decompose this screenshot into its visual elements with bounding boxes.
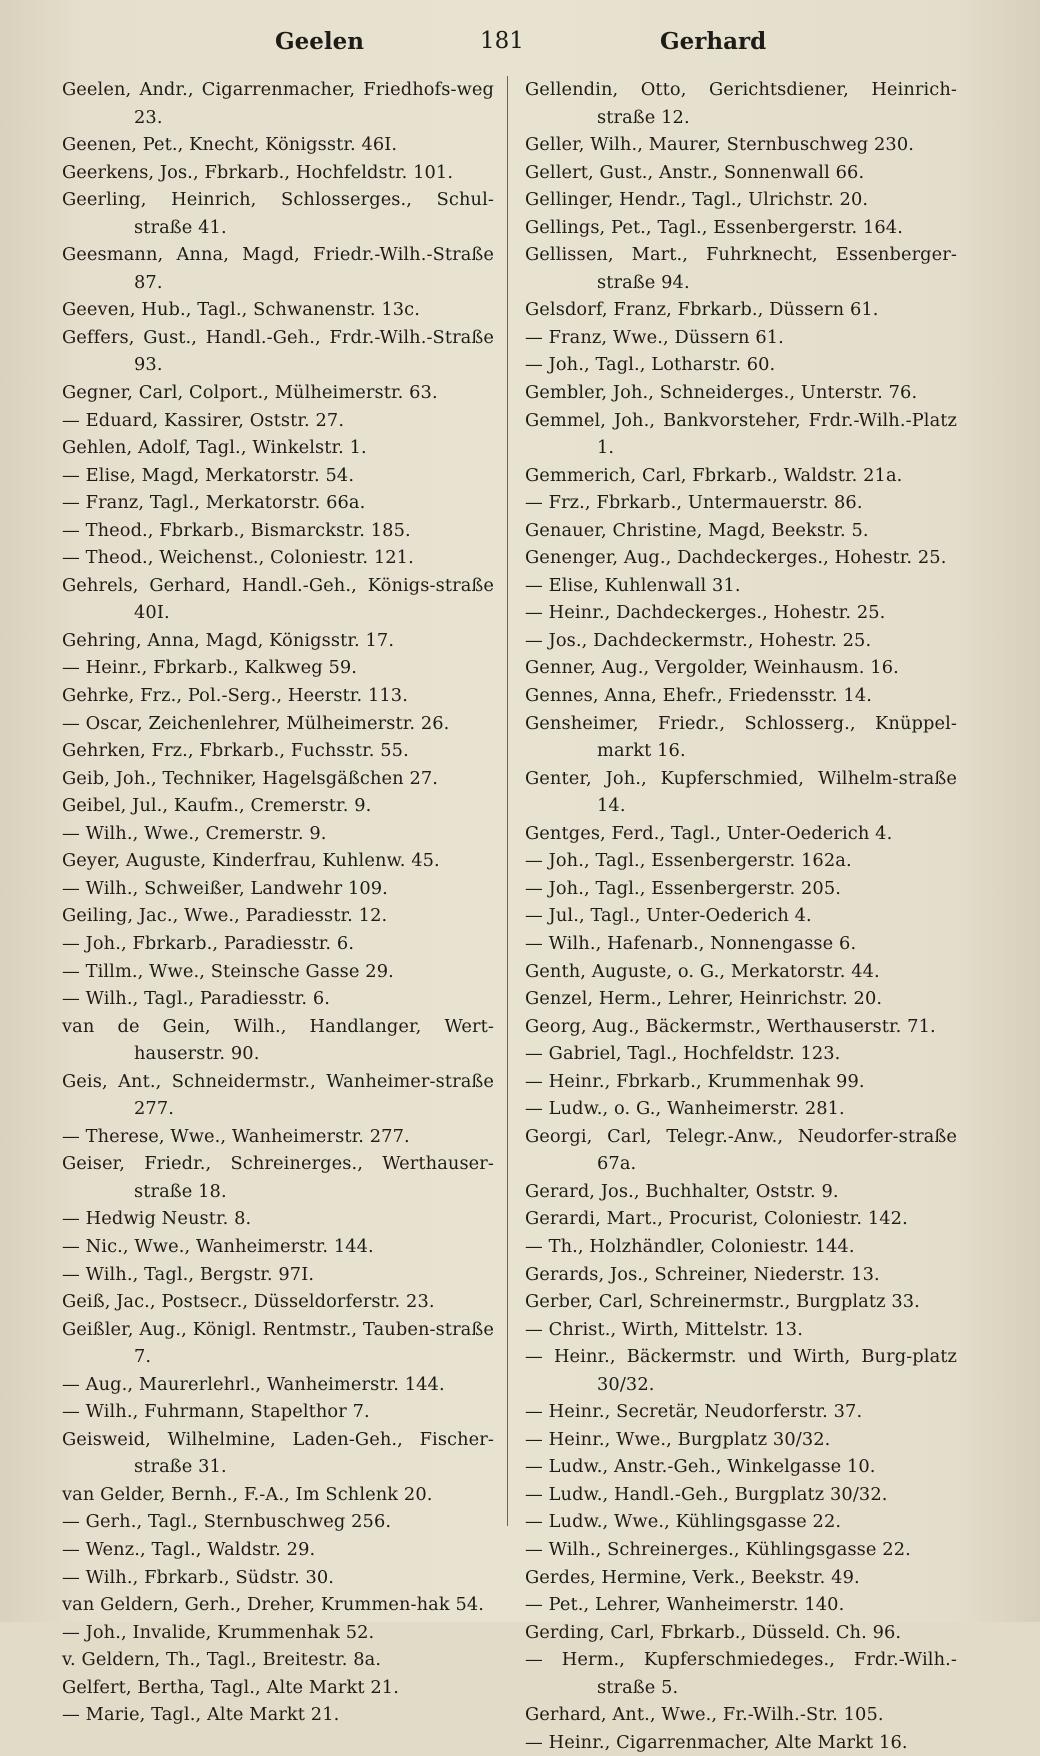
- directory-entry: — Hedwig Neustr. 8.: [62, 1208, 252, 1230]
- directory-entry: van Gelder, Bernh., F.-A., Im Schlenk 20.: [62, 1483, 433, 1505]
- directory-entry: Gerard, Jos., Buchhalter, Oststr. 9.: [525, 1180, 839, 1202]
- directory-entry: v. Geldern, Th., Tagl., Breitestr. 8a.: [62, 1649, 382, 1671]
- directory-entry: Geiser, Friedr., Schreinerges., Werthauser-straße 18.: [62, 1153, 494, 1202]
- directory-entry: — Heinr., Wwe., Burgplatz 30/32.: [525, 1428, 831, 1450]
- directory-entry: Gegner, Carl, Colport., Mülheimerstr. 63.: [62, 382, 438, 404]
- header-right-word: Gerhard: [660, 28, 767, 55]
- directory-entry: Gembler, Joh., Schneiderges., Unterstr. 76.: [525, 382, 918, 404]
- directory-entry: Geißler, Aug., Königl. Rentmstr., Tauben-straße 7.: [62, 1318, 494, 1368]
- directory-entry: Gehlen, Adolf, Tagl., Winkelstr. 1.: [62, 437, 367, 459]
- directory-entry: Genter, Joh., Kupferschmied, Wilhelm-straße 14.: [525, 767, 957, 817]
- directory-entry: Georgi, Carl, Telegr.-Anw., Neudorfer-straße 67a.: [525, 1125, 957, 1175]
- directory-entry: — Franz, Wwe., Düssern 61.: [525, 326, 784, 348]
- directory-entry: — Wilh., Tagl., Paradiesstr. 6.: [62, 988, 331, 1010]
- directory-entry: — Joh., Tagl., Essenbergerstr. 162a.: [525, 850, 852, 872]
- directory-entry: van de Gein, Wilh., Handlanger, Wert-hauserstr. 90.: [62, 1015, 494, 1065]
- directory-entry: — Th., Holzhändler, Coloniestr. 144.: [525, 1235, 855, 1257]
- directory-entry: — Nic., Wwe., Wanheimerstr. 144.: [62, 1235, 374, 1257]
- directory-entry: Gehrels, Gerhard, Handl.-Geh., Königs-straße 40I.: [62, 574, 494, 624]
- directory-entry: Geibel, Jul., Kaufm., Cremerstr. 9.: [62, 795, 372, 817]
- directory-entry: — Gabriel, Tagl., Hochfeldstr. 123.: [525, 1043, 841, 1065]
- directory-entry: Geib, Joh., Techniker, Hagelsgäßchen 27.: [62, 767, 439, 789]
- directory-entry: — Gerh., Tagl., Sternbuschweg 256.: [62, 1511, 392, 1533]
- directory-entry: — Wilh., Fbrkarb., Südstr. 30.: [62, 1566, 335, 1588]
- directory-entry: — Wenz., Tagl., Waldstr. 29.: [62, 1538, 316, 1560]
- directory-entry: — Joh., Tagl., Lotharstr. 60.: [525, 354, 776, 376]
- directory-entry: — Wilh., Schweißer, Landwehr 109.: [62, 877, 388, 899]
- directory-entry: Geelen, Andr., Cigarrenmacher, Friedhofs-weg 23.: [62, 79, 494, 128]
- directory-entry: Gemmerich, Carl, Fbrkarb., Waldstr. 21a.: [525, 464, 903, 486]
- directory-entry: Genth, Auguste, o. G., Merkatorstr. 44.: [525, 960, 880, 982]
- directory-entry: — Jos., Dachdeckermstr., Hohestr. 25.: [525, 629, 872, 651]
- directory-entry: — Ludw., Wwe., Kühlingsgasse 22.: [525, 1511, 842, 1533]
- directory-entry: Gentges, Ferd., Tagl., Unter-Oederich 4.: [525, 822, 893, 844]
- directory-entry: Georg, Aug., Bäckermstr., Werthauserstr. 71.: [525, 1015, 936, 1037]
- directory-entry: Gemmel, Joh., Bankvorsteher, Frdr.-Wilh.-Platz 1.: [525, 409, 957, 459]
- directory-entry: — Christ., Wirth, Mittelstr. 13.: [525, 1318, 803, 1340]
- directory-entry: — Frz., Fbrkarb., Untermauerstr. 86.: [525, 492, 863, 514]
- directory-entry: — Aug., Maurerlehrl., Wanheimerstr. 144.: [62, 1373, 445, 1395]
- directory-entry: Genner, Aug., Vergolder, Weinhausm. 16.: [525, 657, 899, 679]
- directory-entry: Genauer, Christine, Magd, Beekstr. 5.: [525, 519, 869, 541]
- directory-entry: Gelfert, Bertha, Tagl., Alte Markt 21.: [62, 1676, 399, 1698]
- directory-entry: Geerkens, Jos., Fbrkarb., Hochfeldstr. 101.: [62, 161, 454, 183]
- directory-entry: — Heinr., Secretär, Neudorferstr. 37.: [525, 1401, 863, 1423]
- directory-entry: — Tillm., Wwe., Steinsche Gasse 29.: [62, 960, 394, 982]
- directory-entry: — Heinr., Dachdeckerges., Hohestr. 25.: [525, 602, 886, 624]
- directory-entry: — Ludw., Anstr.-Geh., Winkelgasse 10.: [525, 1456, 876, 1478]
- directory-entry: — Marie, Tagl., Alte Markt 21.: [62, 1704, 340, 1726]
- directory-entry: — Herm., Kupferschmiedeges., Frdr.-Wilh.-straße 5.: [525, 1649, 957, 1698]
- right-column: [525, 76, 957, 1756]
- directory-entry: Geeven, Hub., Tagl., Schwanenstr. 13c.: [62, 299, 420, 321]
- directory-entry: Gerdes, Hermine, Verk., Beekstr. 49.: [525, 1566, 860, 1588]
- directory-entry: Gensheimer, Friedr., Schlosserg., Knüppel-markt 16.: [525, 712, 957, 762]
- directory-entry: Gellissen, Mart., Fuhrknecht, Essenberger-straße 94.: [525, 244, 957, 293]
- header-left-word: Geelen: [275, 28, 365, 55]
- directory-entry: Geffers, Gust., Handl.-Geh., Frdr.-Wilh.-Straße 93.: [62, 326, 494, 376]
- directory-entry: — Heinr., Fbrkarb., Kalkweg 59.: [62, 657, 358, 679]
- directory-entry: Gehrken, Frz., Fbrkarb., Fuchsstr. 55.: [62, 740, 409, 762]
- directory-entry: — Theod., Weichenst., Coloniestr. 121.: [62, 547, 414, 569]
- directory-entry: — Elise, Kuhlenwall 31.: [525, 574, 741, 596]
- directory-entry: Gehring, Anna, Magd, Königsstr. 17.: [62, 629, 395, 651]
- directory-entry: Geiling, Jac., Wwe., Paradiesstr. 12.: [62, 905, 388, 927]
- directory-entry: Geesmann, Anna, Magd, Friedr.-Wilh.-Straße 87.: [62, 244, 494, 293]
- directory-entry: — Wilh., Hafenarb., Nonnengasse 6.: [525, 932, 857, 954]
- directory-entry: Gehrke, Frz., Pol.-Serg., Heerstr. 113.: [62, 685, 408, 707]
- page-header: [60, 28, 960, 62]
- directory-entry: Gellinger, Hendr., Tagl., Ulrichstr. 20.: [525, 189, 869, 211]
- directory-entry: Geisweid, Wilhelmine, Laden-Geh., Fischer-straße 31.: [62, 1428, 494, 1478]
- directory-entry: Gellert, Gust., Anstr., Sonnenwall 66.: [525, 161, 865, 183]
- directory-entry: Geerling, Heinrich, Schlosserges., Schul-straße 41.: [62, 189, 494, 238]
- column-divider: [507, 76, 508, 1526]
- directory-entry: — Franz, Tagl., Merkatorstr. 66a.: [62, 492, 366, 514]
- directory-entry: — Joh., Fbrkarb., Paradiesstr. 6.: [62, 932, 355, 954]
- directory-entry: Gellendin, Otto, Gerichtsdiener, Heinrich-straße 12.: [525, 79, 957, 128]
- directory-entry: Geenen, Pet., Knecht, Königsstr. 46I.: [62, 134, 398, 156]
- directory-entry: Genenger, Aug., Dachdeckerges., Hohestr. 25.: [525, 547, 947, 569]
- directory-entry: — Therese, Wwe., Wanheimerstr. 277.: [62, 1125, 410, 1147]
- directory-entry: Geis, Ant., Schneidermstr., Wanheimer-straße 277.: [62, 1070, 494, 1120]
- directory-entry: Gerardi, Mart., Procurist, Coloniestr. 142.: [525, 1208, 908, 1230]
- directory-entry: — Wilh., Fuhrmann, Stapelthor 7.: [62, 1401, 370, 1423]
- directory-entry: Geiß, Jac., Postsecr., Düsseldorferstr. 23.: [62, 1291, 435, 1313]
- directory-entry: — Pet., Lehrer, Wanheimerstr. 140.: [525, 1594, 845, 1616]
- left-column: [62, 76, 494, 1729]
- directory-entry: Gelsdorf, Franz, Fbrkarb., Düssern 61.: [525, 299, 879, 321]
- directory-entry: — Jul., Tagl., Unter-Oederich 4.: [525, 905, 812, 927]
- directory-entry: — Wilh., Wwe., Cremerstr. 9.: [62, 822, 327, 844]
- directory-entry: Geyer, Auguste, Kinderfrau, Kuhlenw. 45.: [62, 850, 440, 872]
- directory-entry: — Heinr., Cigarrenmacher, Alte Markt 16.: [525, 1731, 908, 1753]
- directory-entry: Genzel, Herm., Lehrer, Heinrichstr. 20.: [525, 988, 883, 1010]
- directory-entry: Gellings, Pet., Tagl., Essenbergerstr. 164.: [525, 216, 903, 238]
- directory-entry: — Joh., Invalide, Krummenhak 52.: [62, 1621, 375, 1643]
- directory-entry: Gerards, Jos., Schreiner, Niederstr. 13.: [525, 1263, 880, 1285]
- directory-entry: Geller, Wilh., Maurer, Sternbuschweg 230.: [525, 134, 914, 156]
- directory-entry: — Heinr., Fbrkarb., Krummenhak 99.: [525, 1070, 865, 1092]
- directory-entry: — Elise, Magd, Merkatorstr. 54.: [62, 464, 355, 486]
- directory-entry: Gerber, Carl, Schreinermstr., Burgplatz 33.: [525, 1291, 920, 1313]
- directory-entry: van Geldern, Gerh., Dreher, Krummen-hak 54.: [62, 1594, 485, 1616]
- directory-entry: — Wilh., Tagl., Bergstr. 97I.: [62, 1263, 315, 1285]
- directory-entry: — Joh., Tagl., Essenbergerstr. 205.: [525, 877, 842, 899]
- directory-entry: — Theod., Fbrkarb., Bismarckstr. 185.: [62, 519, 411, 541]
- directory-entry: — Heinr., Bäckermstr. und Wirth, Burg-platz 30/32.: [525, 1346, 957, 1395]
- directory-entry: Gerhard, Ant., Wwe., Fr.-Wilh.-Str. 105.: [525, 1704, 884, 1726]
- directory-entry: — Ludw., Handl.-Geh., Burgplatz 30/32.: [525, 1483, 888, 1505]
- directory-entry: Gerding, Carl, Fbrkarb., Düsseld. Ch. 96.: [525, 1621, 902, 1643]
- directory-entry: — Ludw., o. G., Wanheimerstr. 281.: [525, 1098, 845, 1120]
- directory-entry: Gennes, Anna, Ehefr., Friedensstr. 14.: [525, 685, 872, 707]
- directory-entry: — Wilh., Schreinerges., Kühlingsgasse 22.: [525, 1538, 911, 1560]
- directory-entry: — Eduard, Kassirer, Oststr. 27.: [62, 409, 345, 431]
- directory-entry: — Oscar, Zeichenlehrer, Mülheimerstr. 26.: [62, 712, 450, 734]
- page-number: 181: [480, 28, 524, 54]
